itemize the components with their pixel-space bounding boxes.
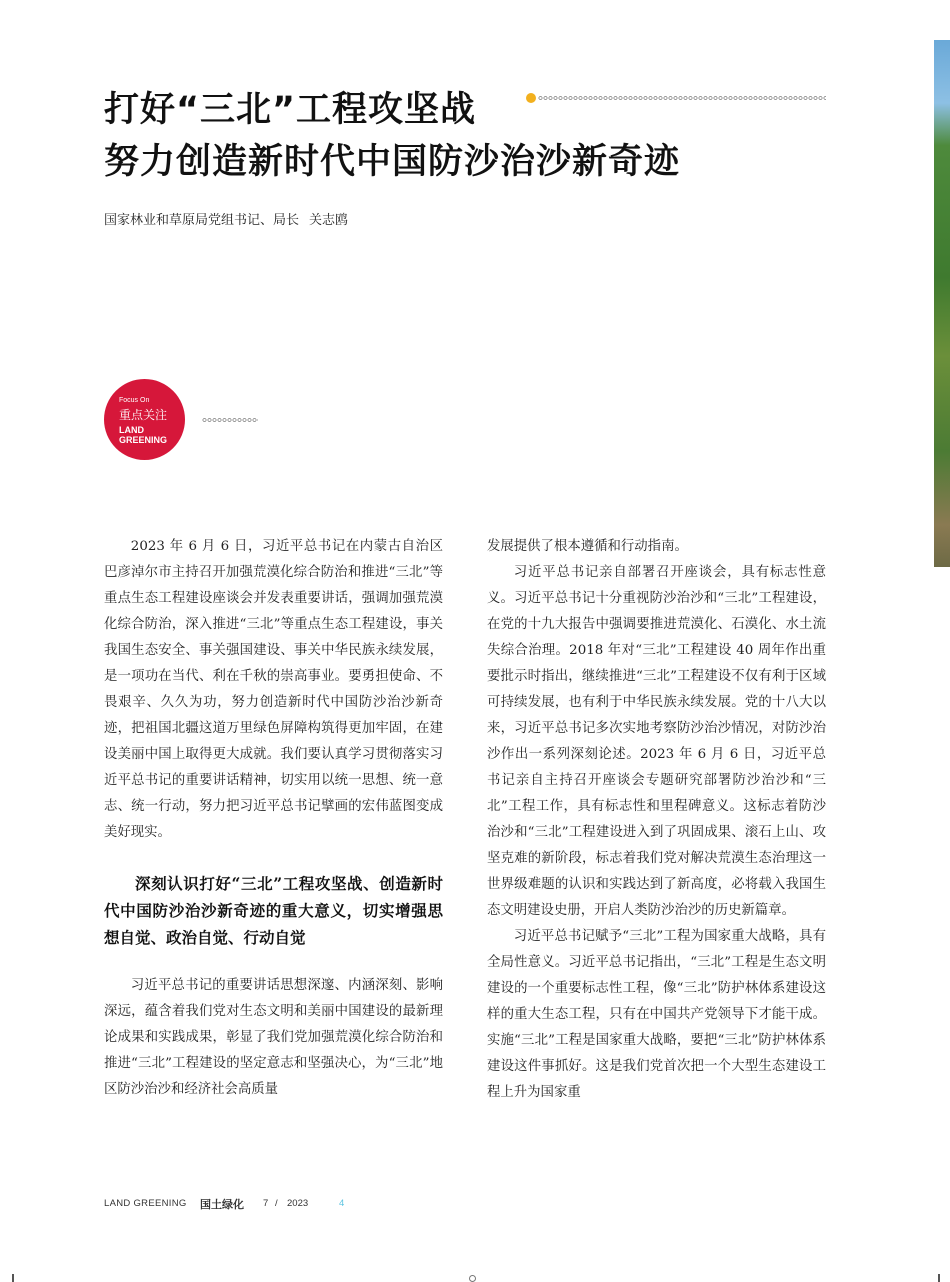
yellow-dot-icon xyxy=(526,93,536,103)
badge-chain-divider xyxy=(202,418,258,422)
badge-section-name: 重点关注 xyxy=(119,408,168,422)
side-landscape-photo xyxy=(934,40,950,567)
intro-paragraph: 2023 年 6 月 6 日，习近平总书记在内蒙古自治区巴彦淖尔市主持召开加强荒漠化综合防治和推进“三北”等重点生态工程建设座谈会并发表重要讲话，强调加强荒漠化综合防治，深入推进“三北”等重点生态工程建设，事关我国生态安全、事关强国建设、事关中华民族永续发展，是一项功在当代、利在千秋的崇高事业。要勇担使命、不畏艰辛、久久为功，努力创造新时代中国防沙治沙新奇迹，把祖国北疆这道万里绿色屏障构筑得更加牢固，在建设美丽中国上取得更大成就。我们要认真学习贯彻落实习近平总书记的重要讲话精神，切实用以统一思想、统一意志、统一行动，努力把习近平总书记擘画的宏伟蓝图变成美好现实。 xyxy=(104,539,443,840)
author-name: 关志鸥 xyxy=(309,213,349,228)
badge-land-greening-text: LAND GREENING xyxy=(119,425,168,445)
issue-year: 2023 xyxy=(287,1198,309,1209)
body-paragraph: 习近平总书记的重要讲话思想深邃、内涵深刻、影响深远，蕴含着我们党对生态文明和美丽中国建设的最新理论成果和实践成果，彰显了我们党加强荒漠化综合防治和推进“三北”工程建设的坚定意志和坚强决心，为“三北”地区防沙治沙和经济社会高质量 xyxy=(104,978,443,1097)
chain-divider xyxy=(538,96,826,100)
body-paragraph: 习近平总书记赋予“三北”工程为国家重大战略，具有全局性意义。习近平总书记指出，“三北”工程是生态文明建设的一个重要标志性工程，像“三北”防护林体系建设这样的重大生态工程，只有在中国共产党领导下才能干成。实施“三北”工程是国家重大战略，要把“三北”防护林体系建设这件事抓好。这是我们党首次把一个大型生态建设工程上升为国家重 xyxy=(487,929,826,1100)
footer-brand: LAND GREENING xyxy=(104,1198,187,1209)
focus-on-badge xyxy=(104,379,185,460)
crop-mark xyxy=(938,1274,940,1282)
badge-focus-on-text: Focus On xyxy=(119,397,150,404)
author-byline xyxy=(104,209,348,228)
magazine-logo: 国土绿化 xyxy=(200,1198,244,1211)
title-line-1: 打好“三北”工程攻坚战 xyxy=(104,90,477,130)
title-decorative-rule xyxy=(526,93,826,103)
section-heading: 深刻认识打好“三北”工程攻坚战、创造新时代中国防沙治沙新奇迹的重大意义，切实增强思想自觉、政治自觉、行动自觉 xyxy=(104,874,443,947)
body-paragraph: 习近平总书记亲自部署召开座谈会，具有标志性意义。习近平总书记十分重视防沙治沙和“三北”工程建设，在党的十九大报告中强调要推进荒漠化、石漠化、水土流失综合治理。2018 年对“三北”工程建设 40 周年作出重要批示时指出，继续推进“三北”工程建设不仅有利于区域可持续发展，也有利于中华民族永续发展。党的十八大以来，习近平总书记多次实地考察防沙治沙情况，对防沙治沙作出一系列深刻论述。2023 年 6 月 6 日，习近平总书记亲自主持召开座谈会专题研究部署防沙治沙和“三北”工程工作，具有标志性和里程碑意义。这标志着防沙治沙和“三北”工程建设进入到了巩固成果、滚石上山、攻坚克难的新阶段，标志着我们党对解决荒漠生态治理这一世界级难题的认识和实践达到了新高度，必将载入我国生态文明建设史册，开启人类防沙治沙的历史新篇章。 xyxy=(487,565,826,918)
registration-mark-icon xyxy=(469,1275,476,1282)
author-role: 国家林业和草原局党组书记、局长 xyxy=(104,213,300,228)
continued-paragraph: 发展提供了根本遵循和行动指南。 xyxy=(487,539,688,554)
crop-mark xyxy=(12,1274,14,1282)
left-column xyxy=(104,534,443,1103)
issue-separator: / xyxy=(275,1198,278,1209)
page-number: 4 xyxy=(339,1198,345,1209)
right-column xyxy=(487,534,826,1106)
title-line-2: 努力创造新时代中国防沙治沙新奇迹 xyxy=(104,142,681,182)
issue-month: 7 xyxy=(263,1198,269,1209)
